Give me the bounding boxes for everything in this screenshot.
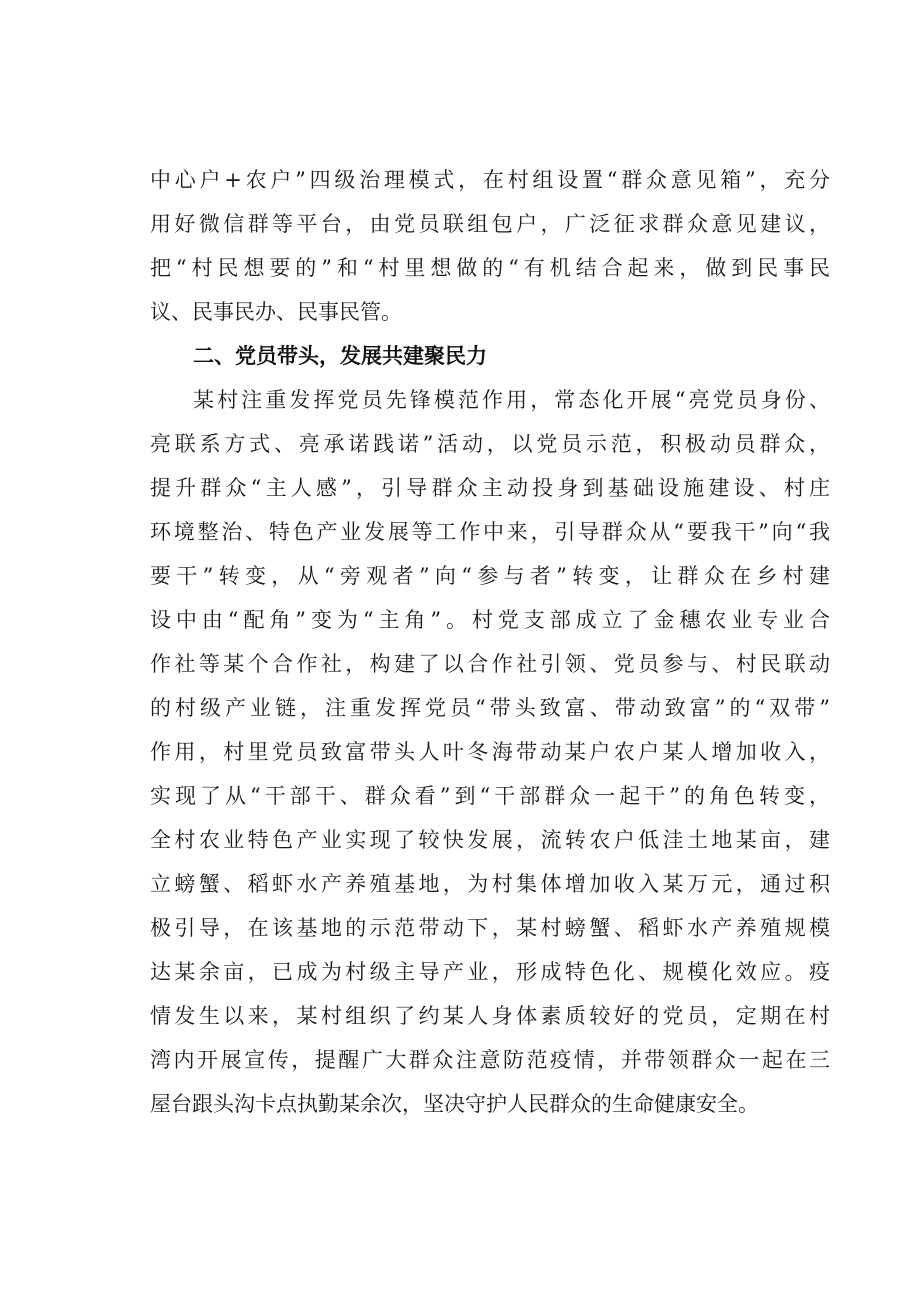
section-heading: 二、党员带头，发展共建聚民力 xyxy=(193,344,487,368)
paragraph-1-line-1: 中心户+农户”四级治理模式，在村组设置“群众意见箱”，充分 xyxy=(150,168,830,192)
paragraph-2-line-8: 的村级产业链，注重发挥党员“带头致富、带动致富”的“双带” xyxy=(150,696,830,720)
paragraph-2-line-11: 全村农业特色产业实现了较快发展，流转农户低洼土地某亩，建 xyxy=(150,828,830,852)
paragraph-2-line-17: 屋台跟头沟卡点执勤某余次，坚决守护人民群众的生命健康安全。 xyxy=(150,1092,759,1116)
paragraph-2-line-13: 极引导，在该基地的示范带动下，某村螃蟹、稻虾水产养殖规模 xyxy=(150,916,830,940)
paragraph-1-line-3: 把“村民想要的”和“村里想做的“有机结合起来，做到民事民 xyxy=(150,256,830,280)
paragraph-2-line-7: 作社等某个合作社，构建了以合作社引领、党员参与、村民联动 xyxy=(150,652,830,676)
paragraph-1-line-4: 议、民事民办、民事民管。 xyxy=(150,300,402,324)
paragraph-2-line-5: 要干”转变，从“旁观者”向“参与者”转变，让群众在乡村建 xyxy=(150,564,830,588)
paragraph-2-line-1: 某村注重发挥党员先锋模范作用，常态化开展“亮党员身份、 xyxy=(193,388,830,412)
paragraph-2-line-14: 达某余亩，已成为村级主导产业，形成特色化、规模化效应。疫 xyxy=(150,960,830,984)
paragraph-2-line-12: 立螃蟹、稻虾水产养殖基地，为村集体增加收入某万元，通过积 xyxy=(150,872,830,896)
paragraph-2-line-6: 设中由“配角”变为“主角”。村党支部成立了金穗农业专业合 xyxy=(150,608,830,632)
paragraph-2-line-4: 环境整治、特色产业发展等工作中来，引导群众从“要我干”向“我 xyxy=(150,520,830,544)
paragraph-2-line-16: 湾内开展宣传，提醒广大群众注意防范疫情，并带领群众一起在三 xyxy=(150,1048,830,1072)
paragraph-2-line-10: 实现了从“干部干、群众看”到“干部群众一起干”的角色转变， xyxy=(150,784,830,808)
paragraph-2-line-3: 提升群众“主人感”，引导群众主动投身到基础设施建设、村庄 xyxy=(150,476,830,500)
paragraph-2-line-15: 情发生以来，某村组织了约某人身体素质较好的党员，定期在村 xyxy=(150,1004,830,1028)
paragraph-1-line-2: 用好微信群等平台，由党员联组包户，广泛征求群众意见建议， xyxy=(150,212,830,236)
paragraph-2-line-2: 亮联系方式、亮承诺践诺”活动，以党员示范，积极动员群众， xyxy=(150,432,830,456)
paragraph-2-line-9: 作用，村里党员致富带头人叶冬海带动某户农户某人增加收入， xyxy=(150,740,830,764)
